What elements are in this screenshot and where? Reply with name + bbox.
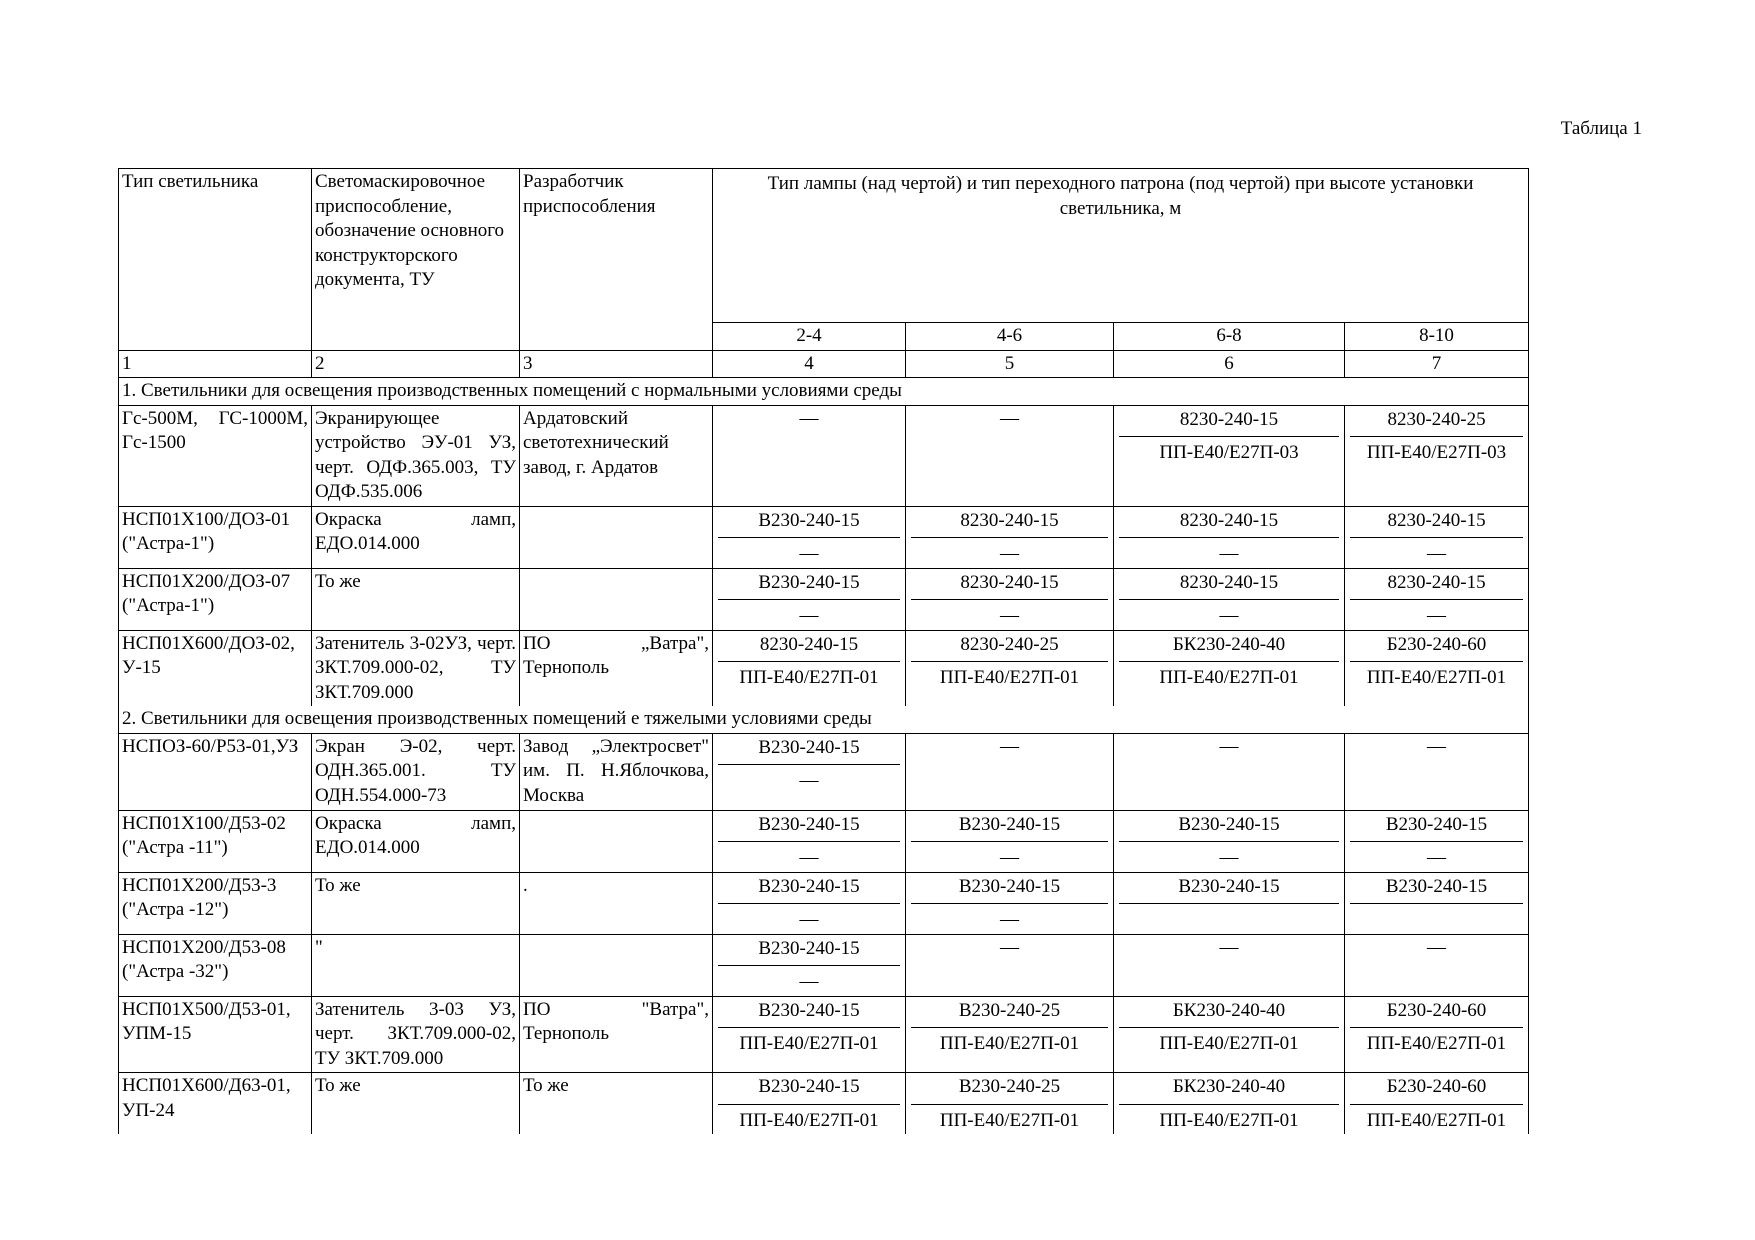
socket-type: — [1000,847,1019,868]
lamp-type: В230-240-15 [718,874,900,905]
table-row [119,630,1529,706]
lamp-cell [713,810,906,872]
lamp-cell [1114,733,1345,810]
lamp-type: В230-240-15 [718,936,900,967]
luminaire-type: НСПОЗ-60/Р53-01,УЗ [119,733,312,810]
developer [520,934,713,996]
lamp-type: 8230-240-15 [911,570,1108,601]
lamp-type: — [1427,735,1447,757]
socket-type: — [1427,847,1447,868]
table-row [119,1073,1529,1135]
table-row [119,810,1529,872]
socket-type [1348,904,1525,933]
lamp-cell [713,568,906,630]
lamp-cell [906,996,1114,1073]
socket-type: — [1000,605,1019,626]
header-lamp-type: Тип лампы (над чертой) и тип переходного патрона (под чертой) при высоте установки светильника, м [713,169,1529,323]
lamp-type: 8230-240-15 [1350,508,1523,539]
lamp-fraction [909,508,1110,567]
socket-type: — [799,847,819,868]
lamp-type: В230-240-15 [718,508,900,539]
section-row [119,378,1529,406]
socket-type: ПП-Е40/Е27П-01 [739,1109,879,1131]
socket-type: — [799,770,819,791]
luminaire-type: НСП01Х200/ДОЗ-07 ("Астра-1") [119,568,312,630]
masking-device: Затенитель 3-03 УЗ, черт. ЗКТ.709.000-02, ТУ ЗКТ.709.000 [312,996,520,1073]
socket-type: ПП-Е40/Е27П-01 [1159,1033,1299,1054]
height-8-10: 8-10 [1345,323,1529,351]
table-row [119,996,1529,1073]
lamp-type: В230-240-15 [911,874,1108,905]
lamp-fraction [716,508,902,567]
lamp-fraction [1117,407,1341,466]
lamp-type: 8230-240-15 [911,508,1108,539]
lamp-type: В230-240-15 [911,812,1108,843]
masking-device: Окраска ламп, ЕДО.014.000 [312,810,520,872]
lamp-fraction [1348,632,1525,691]
lamp-fraction [716,632,902,691]
masking-device: Затенитель 3-02УЗ, черт. ЗКТ.709.000-02, ТУ ЗКТ.709.000 [312,630,520,706]
lamp-fraction [1348,407,1525,466]
socket-type: — [799,971,819,992]
lamp-type: В230-240-15 [1350,812,1523,843]
lamp-cell [1345,405,1529,506]
socket-type: — [1219,847,1239,868]
luminaire-type: НСП01Х600/ДОЗ-02, У-15 [119,630,312,706]
header-developer: Разработчик приспособления [520,169,713,351]
socket-type: ПП-Е40/Е27П-01 [939,1109,1080,1131]
socket-type: — [799,543,819,564]
socket-type: — [799,909,819,930]
height-4-6: 4-6 [906,323,1114,351]
lamp-type: БК230-240-40 [1119,632,1339,663]
masking-device: То же [312,568,520,630]
lamp-type: Б230-240-60 [1350,632,1523,663]
lamp-fraction [909,1074,1110,1133]
lamp-type: — [799,407,819,429]
lamp-cell [906,733,1114,810]
masking-device: Экран Э-02, черт. ОДН.365.001. ТУ ОДН.554.000-73 [312,733,520,810]
socket-type: ПП-Е40/Е27П-01 [1159,1109,1299,1131]
lamp-type: Б230-240-60 [1350,1074,1523,1105]
lamp-cell [1114,872,1345,934]
col-number: 2 [312,350,520,378]
luminaire-type: НСП01Х200/Д53-08 ("Астра -32") [119,934,312,996]
socket-type: ПП-Е40/Е27П-01 [939,667,1080,688]
lamp-cell [1114,810,1345,872]
lamp-type: 8230-240-15 [1119,508,1339,539]
socket-type: — [799,605,819,626]
lamp-cell [1114,934,1345,996]
lamp-cell [1114,996,1345,1073]
developer [520,810,713,872]
lamp-type: БК230-240-40 [1119,1074,1339,1105]
lamp-cell [1345,630,1529,706]
socket-type: — [1427,543,1447,564]
lamp-type: В230-240-15 [1350,874,1523,905]
lamp-cell [1345,996,1529,1073]
socket-type: ПП-Е40/Е27П-01 [739,667,879,688]
lamp-cell [1114,630,1345,706]
lamp-fraction [909,874,1110,933]
developer: То же [520,1073,713,1135]
lamp-type: — [1000,936,1019,958]
socket-type: ПП-Е40/Е27П-01 [739,1033,879,1054]
luminaire-type: НСП01Х200/Д53-3 ("Астра -12") [119,872,312,934]
socket-type: ПП-Е40/Е27П-01 [939,1033,1080,1054]
lamp-cell [1114,568,1345,630]
lamp-type: — [1219,735,1239,757]
lamp-fraction [716,812,902,871]
lamp-type: 8230-240-25 [1350,407,1523,438]
socket-type: — [1000,543,1019,564]
lamp-type: 8230-240-15 [718,632,900,663]
lamp-type: В230-240-15 [718,812,900,843]
lamp-type: 8230-240-15 [1119,407,1339,438]
header-device: Светомаскировочное приспособление, обозначение основного конструкторского документа, ТУ [312,169,520,351]
socket-type: — [1427,605,1447,626]
table-caption: Таблица 1 [1560,118,1642,139]
lamp-fraction [909,998,1110,1057]
table-row [119,568,1529,630]
lamp-type: В230-240-15 [1119,812,1339,843]
header-type: Тип светильника [119,169,312,351]
lamp-fraction [1117,508,1341,567]
developer: Ардатовский светотехнический завод, г. Ардатов [520,405,713,506]
lamp-cell [1114,1073,1345,1135]
col-number: 5 [906,350,1114,378]
lamp-cell [1114,506,1345,568]
lamp-fraction [716,570,902,629]
luminaire-table [118,168,1529,1134]
socket-type: ПП-Е40/Е27П-01 [1366,667,1507,688]
socket-type: — [1219,543,1239,564]
table-row [119,506,1529,568]
developer [520,568,713,630]
lamp-fraction [716,998,902,1057]
section-title: 1. Светильники для освещения производственных помещений с нормальными условиями среды [119,378,1529,406]
lamp-fraction [716,735,902,794]
lamp-cell [906,630,1114,706]
lamp-cell [906,810,1114,872]
lamp-type: 8230-240-15 [1119,570,1339,601]
lamp-type: В230-240-25 [911,1074,1108,1105]
lamp-fraction [1117,998,1341,1057]
lamp-fraction [1348,1074,1525,1133]
col-number: 7 [1345,350,1529,378]
lamp-cell [713,872,906,934]
lamp-type: 8230-240-25 [911,632,1108,663]
lamp-cell [1345,1073,1529,1135]
socket-type: — [1000,909,1019,930]
table-row [119,733,1529,810]
lamp-type: Б230-240-60 [1350,998,1523,1029]
lamp-fraction [909,632,1110,691]
luminaire-type: НСП01Х100/ДОЗ-01 ("Астра-1") [119,506,312,568]
developer [520,506,713,568]
lamp-cell [906,405,1114,506]
lamp-cell [713,996,906,1073]
lamp-cell [906,934,1114,996]
lamp-type: БК230-240-40 [1119,998,1339,1029]
developer: ПО „Ватра", Тернополь [520,630,713,706]
luminaire-type: Гс-500М, ГС-1000М, Гс-1500 [119,405,312,506]
masking-device: Экранирующее устройство ЭУ-01 УЗ, черт. ОДФ.365.003, ТУ ОДФ.535.006 [312,405,520,506]
col-number: 6 [1114,350,1345,378]
header-row [119,169,1529,323]
lamp-type: В230-240-15 [718,1074,900,1105]
lamp-cell [906,506,1114,568]
masking-device: То же [312,872,520,934]
socket-type [1117,904,1341,933]
lamp-fraction [909,812,1110,871]
lamp-cell [713,506,906,568]
height-6-8: 6-8 [1114,323,1345,351]
col-number: 1 [119,350,312,378]
lamp-type: — [1427,936,1447,958]
lamp-fraction [1348,874,1525,933]
table-row [119,934,1529,996]
lamp-cell [713,1073,906,1135]
lamp-cell [906,872,1114,934]
lamp-cell [906,568,1114,630]
lamp-cell [906,1073,1114,1135]
lamp-fraction [716,936,902,995]
section-title: 2. Светильники для освещения производственных помещений е тяжелыми условиями среды [119,706,1529,733]
lamp-type: — [1000,407,1019,429]
socket-type: ПП-Е40/Е27П-01 [1366,1109,1507,1131]
masking-device: То же [312,1073,520,1135]
height-2-4: 2-4 [713,323,906,351]
socket-type: ПП-Е40/Е27П-01 [1159,667,1299,688]
lamp-cell [713,733,906,810]
luminaire-type: НСП01Х600/Д63-01, УП-24 [119,1073,312,1135]
col-number: 4 [713,350,906,378]
lamp-cell [1345,872,1529,934]
column-numbers-row [119,350,1529,378]
socket-type: — [1219,605,1239,626]
lamp-fraction [909,570,1110,629]
table-row [119,405,1529,506]
section-row [119,706,1529,733]
luminaire-type: НСП01Х100/Д53-02 ("Астра -11") [119,810,312,872]
lamp-fraction [1348,998,1525,1057]
masking-device: " [312,934,520,996]
lamp-cell [1345,568,1529,630]
lamp-cell [713,405,906,506]
lamp-cell [1345,810,1529,872]
lamp-cell [1345,733,1529,810]
lamp-cell [1345,934,1529,996]
lamp-fraction [1117,1074,1341,1133]
lamp-cell [1114,405,1345,506]
lamp-cell [713,934,906,996]
lamp-type: В230-240-15 [718,735,900,766]
lamp-type: В230-240-25 [911,998,1108,1029]
developer: . [520,872,713,934]
luminaire-type: НСП01Х500/Д53-01, УПМ-15 [119,996,312,1073]
col-number: 3 [520,350,713,378]
lamp-fraction [1117,570,1341,629]
lamp-type: В230-240-15 [718,570,900,601]
lamp-fraction [716,1074,902,1133]
lamp-cell [1345,506,1529,568]
lamp-fraction [1117,874,1341,933]
lamp-fraction [1348,812,1525,871]
lamp-type: 8230-240-15 [1350,570,1523,601]
socket-type: ПП-Е40/Е27П-03 [1366,442,1507,463]
socket-type: ПП-Е40/Е27П-01 [1366,1033,1507,1054]
lamp-type: — [1000,735,1019,757]
lamp-type: В230-240-15 [718,998,900,1029]
lamp-fraction [1348,570,1525,629]
lamp-type: В230-240-15 [1119,874,1339,905]
lamp-fraction [1117,812,1341,871]
lamp-cell [713,630,906,706]
masking-device: Окраска ламп, ЕДО.014.000 [312,506,520,568]
lamp-fraction [1348,508,1525,567]
lamp-fraction [716,874,902,933]
developer: Завод „Электросвет" им. П. Н.Яблочкова, Москва [520,733,713,810]
developer: ПО "Ватра", Тернополь [520,996,713,1073]
lamp-type: — [1219,936,1239,958]
table-row [119,872,1529,934]
lamp-fraction [1117,632,1341,691]
socket-type: ПП-Е40/Е27П-03 [1159,442,1299,463]
